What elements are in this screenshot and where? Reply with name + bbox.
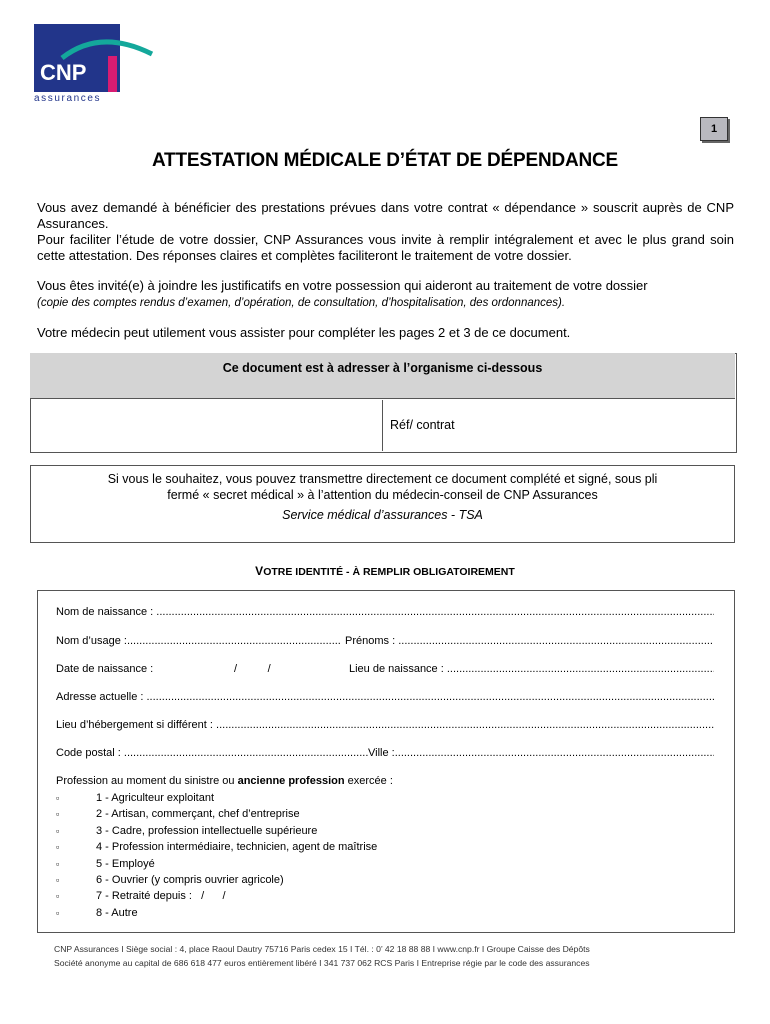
usage-name-label: Nom d’usage :	[56, 635, 127, 647]
city-label: Ville :	[368, 747, 395, 759]
intro-paragraph-1: Vous avez demandé à bénéficier des prestations prévues dans votre contrat « dépendance » souscrit auprès de CNP Assurances.	[37, 200, 734, 231]
contract-ref-field[interactable]	[384, 400, 734, 450]
address-label: Adresse actuelle :	[56, 691, 144, 703]
logo-pink-bar	[108, 56, 117, 92]
intro-paragraph-4: Votre médecin peut utilement vous assister pour compléter les pages 2 et 3 de ce document.	[37, 325, 571, 340]
profession-option-label: 6 - Ouvrier (y compris ouvrier agricole)	[96, 873, 284, 886]
profession-intro: Profession au moment du sinistre ou	[56, 775, 238, 787]
organism-field[interactable]	[31, 400, 381, 450]
profession-option-label: 2 - Artisan, commerçant, chef d’entreprise	[96, 808, 300, 821]
profession-option[interactable]	[56, 839, 377, 855]
first-names-field[interactable]	[398, 635, 714, 647]
section-title-initial: V	[255, 564, 264, 578]
checkbox-icon[interactable]: ▫	[56, 793, 60, 803]
section-title-rest: OTRE IDENTITÉ	[263, 566, 344, 578]
profession-option[interactable]	[56, 823, 377, 839]
page-number-badge: 1	[700, 117, 728, 141]
address-box-divider	[382, 400, 383, 451]
birth-name-row[interactable]	[56, 606, 714, 618]
profession-end: exercée :	[344, 775, 393, 787]
lodging-label: Lieu d’hébergement si différent :	[56, 719, 213, 731]
intro-note: (copie des comptes rendus d’examen, d’opération, de consultation, d’hospitalisation, des ordonnances).	[37, 297, 566, 309]
logo-brand: CNP	[40, 60, 87, 85]
info-box	[30, 465, 735, 543]
postal-code-field[interactable]	[124, 747, 368, 759]
profession-question	[56, 775, 393, 787]
profession-option[interactable]	[56, 905, 377, 921]
contract-ref-label: Réf/ contrat	[390, 418, 455, 432]
checkbox-icon[interactable]: ▫	[56, 809, 60, 820]
profession-option-label: 5 - Employé	[96, 857, 155, 870]
usage-name-row	[56, 635, 714, 647]
first-names-label: Prénoms :	[345, 635, 396, 647]
address-field[interactable]	[147, 691, 715, 703]
checkbox-icon[interactable]: ▫	[56, 907, 60, 918]
birth-date-label: Date de naissance :	[56, 663, 154, 675]
profession-option[interactable]	[56, 790, 377, 806]
intro-paragraph-3: Vous êtes invité(e) à joindre les justificatifs en votre possession qui aideront au traitement de votre dossier	[37, 278, 648, 293]
profession-option-label: 4 - Profession intermédiaire, technicien, agent de maîtrise	[96, 841, 378, 854]
profession-option-label: 7 - Retraité depuis : / /	[96, 890, 226, 903]
checkbox-icon[interactable]: ▫	[56, 842, 60, 853]
profession-option-label: 8 - Autre	[96, 906, 138, 919]
birth-date-row	[56, 663, 714, 675]
checkbox-icon[interactable]: ▫	[56, 825, 60, 836]
info-line-1: Si vous le souhaitez, vous pouvez transmettre directement ce document complété et signé, sous pli	[107, 472, 658, 486]
address-box-header: Ce document est à adresser à l’organisme ci-dessous	[30, 353, 735, 399]
usage-name-field[interactable]	[127, 635, 341, 647]
logo-subtitle: assurances	[34, 93, 102, 104]
birth-name-field[interactable]	[156, 606, 714, 618]
address-row	[56, 691, 714, 703]
checkbox-icon[interactable]: ▫	[56, 858, 60, 869]
info-line-2: fermé « secret médical » à l’attention du médecin-conseil de CNP Assurances	[167, 488, 598, 502]
birth-date-field[interactable]: / /	[234, 663, 271, 675]
section-title-suffix: - À REMPLIR OBLIGATOIREMENT	[343, 566, 515, 578]
checkbox-icon[interactable]: ▫	[56, 874, 60, 885]
footer-line-2: Société anonyme au capital de 686 618 477 euros entièrement libéré I 341 737 062 RCS Paris I Entreprise régie par le code des assurances	[54, 958, 590, 968]
profession-options	[56, 790, 377, 921]
profession-option-label: 1 - Agriculteur exploitant	[96, 792, 215, 804]
section-title	[0, 564, 770, 578]
footer-line-1: CNP Assurances I Siège social : 4, place Raoul Dautry 75716 Paris cedex 15 I Tél. : 0’ 42 18 88 88 I www.cnp.fr I Groupe Caisse des Dépôts	[54, 944, 590, 954]
city-field[interactable]	[395, 747, 714, 759]
birth-name-label: Nom de naissance :	[56, 606, 154, 618]
info-line-3: Service médical d’assurances - TSA	[282, 508, 483, 522]
profession-bold: ancienne profession	[237, 775, 345, 787]
birth-place-label: Lieu de naissance :	[349, 663, 444, 675]
birth-place-field[interactable]	[447, 663, 714, 675]
lodging-field[interactable]	[216, 719, 714, 731]
profession-option[interactable]	[56, 888, 377, 904]
profession-option[interactable]	[56, 806, 377, 822]
postal-row	[56, 747, 714, 759]
profession-option[interactable]	[56, 856, 377, 872]
checkbox-icon[interactable]: ▫	[56, 891, 60, 902]
document-title: ATTESTATION MÉDICALE D’ÉTAT DE DÉPENDANCE	[151, 150, 619, 171]
profession-option[interactable]	[56, 872, 377, 888]
postal-code-label: Code postal :	[56, 747, 121, 759]
lodging-row	[56, 719, 714, 731]
profession-option-label: 3 - Cadre, profession intellectuelle supérieure	[96, 824, 318, 837]
intro-paragraph-2: Pour faciliter l’étude de votre dossier, CNP Assurances vous invite à remplir intégralement et avec le plus grand soin cette attestation. Des réponses claires et complètes faciliteront le traitement de votre dossier.	[37, 232, 734, 263]
